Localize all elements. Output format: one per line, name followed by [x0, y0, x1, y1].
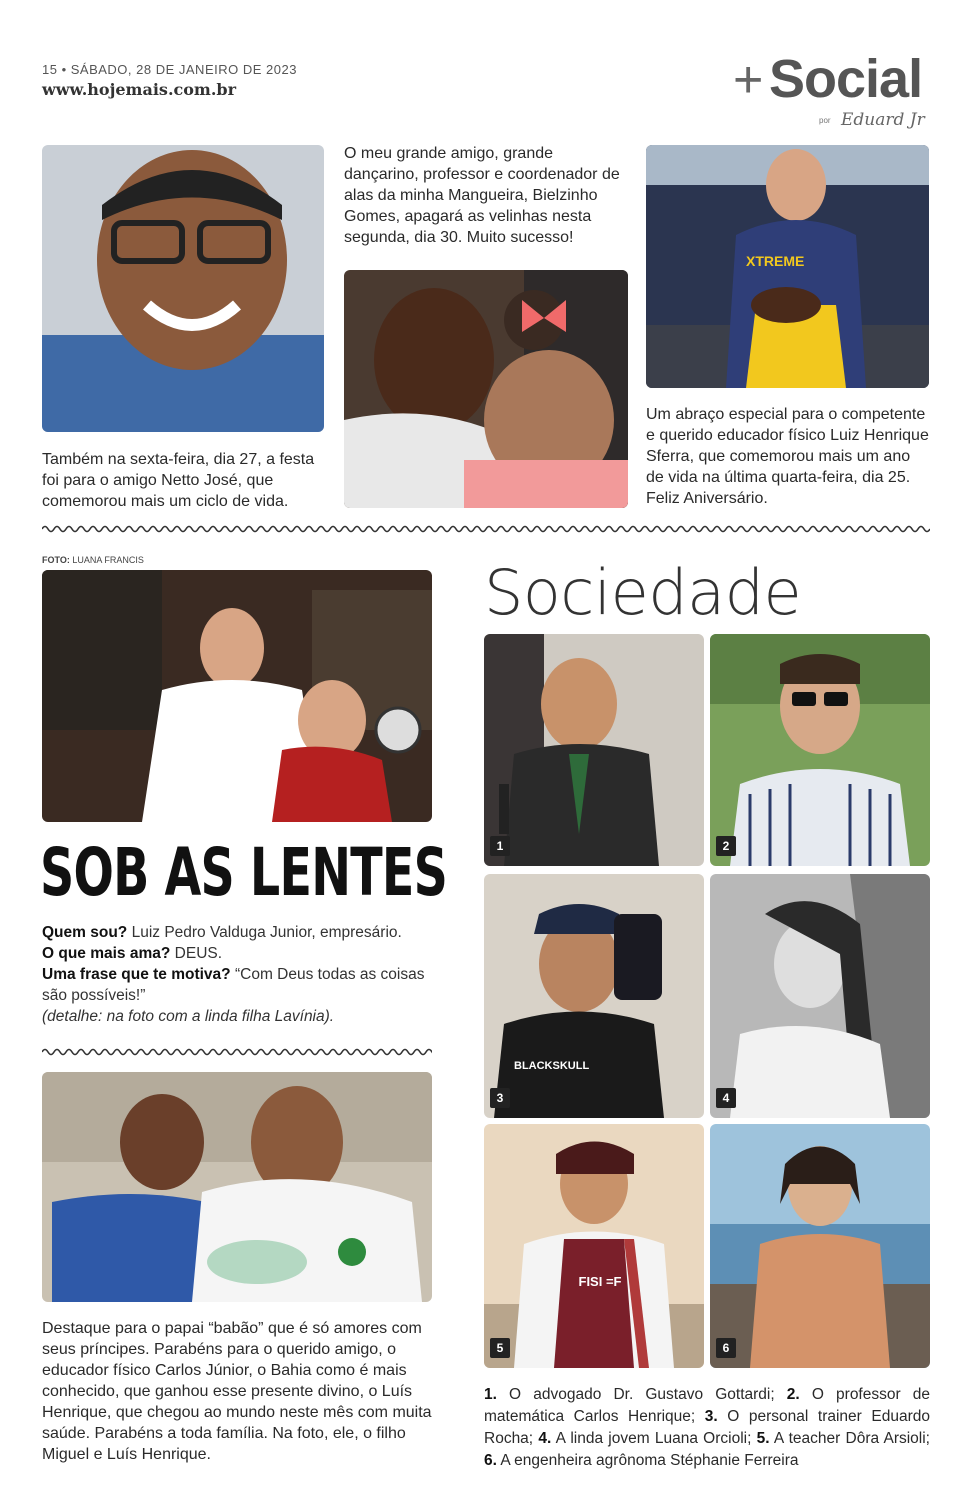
answer-o-que-ama: DEUS.: [170, 945, 223, 962]
page-date-line: 15 • SÁBADO, 28 DE JANEIRO DE 2023: [42, 62, 297, 77]
shirt3-text: BLACKSKULL: [514, 1060, 590, 1072]
photo-sociedade-1: [484, 634, 704, 866]
badge-4: 4: [716, 1088, 736, 1108]
headline-sob-as-lentes: SOB AS LENTES: [40, 834, 448, 911]
badge-3: 3: [490, 1088, 510, 1108]
section-brand-logo: [733, 48, 933, 138]
photo-credit: FOTO: LUANA FRANCIS: [42, 555, 144, 565]
shirt-text: XTREME: [746, 253, 805, 269]
badge-1: 1: [490, 836, 510, 856]
shirt5-text: FISI =F: [578, 1274, 622, 1289]
photo-carlos-junior: [42, 1072, 432, 1302]
site-url[interactable]: www.hojemais.com.br: [42, 80, 237, 99]
badge-5: 5: [490, 1338, 510, 1358]
question-quem-sou: Quem sou?: [42, 924, 128, 941]
badge-6: 6: [716, 1338, 736, 1358]
brand-por: por: [819, 116, 831, 125]
question-o-que-ama: O que mais ama?: [42, 945, 171, 962]
photo-sociedade-6: [710, 1124, 930, 1368]
wave-divider-top: [42, 524, 930, 534]
badge-2: 2: [716, 836, 736, 856]
photo-bielzinho-gomes: [344, 270, 628, 508]
feature-note: (detalhe: na foto com a linda filha Lavínia).: [42, 1008, 335, 1025]
caption-bielzinho: O meu grande amigo, grande dançarino, professor e coordenador de alas da minha Mangueira, Bielzinho Gomes, apagará as velinhas nesta segunda, dia 30. Muito sucesso!: [344, 145, 620, 246]
wave-divider-left: [42, 1047, 432, 1057]
photo-netto-jose: [42, 145, 324, 432]
sociedade-legend: 1. O advogado Dr. Gustavo Gottardi; 2. O professor de matemática Carlos Henrique; 3. O personal trainer Eduardo Rocha; 4. A linda jovem Luana Orcioli; 5. A teacher Dôra Arsioli; 6. A engenheira agrônoma Stéphanie Ferreira: [484, 1386, 931, 1469]
brand-plus: +: [733, 51, 764, 109]
photo-sociedade-5: [484, 1124, 704, 1368]
question-frase: Uma frase que te motiva?: [42, 966, 231, 983]
answer-quem-sou: Luiz Pedro Valduga Junior, empresário.: [127, 924, 402, 941]
answer-frase: “Com Deus todas as coisas são possíveis!”: [42, 966, 425, 1004]
brand-signature: Eduard Jr: [841, 110, 925, 130]
photo-sociedade-3: [484, 874, 704, 1118]
caption-netto-jose: Também na sexta-feira, dia 27, a festa foi para o amigo Netto José, que comemorou mais um ciclo de vida.: [42, 451, 315, 510]
photo-luiz-pedro-valduga: [42, 570, 432, 822]
section-title-sociedade: Sociedade: [484, 556, 802, 629]
photo-sociedade-2: [710, 634, 930, 866]
photo-sociedade-4: [710, 874, 930, 1118]
brand-word: Social: [769, 49, 923, 109]
caption-carlos-junior: Destaque para o papai “babão” que é só amores com seus príncipes. Parabéns para o querido amigo, o educador físico Carlos Júnior, o Bahia como é mais conhecido, que ganhou esse presente divino, o Luís Henrique, que chegou ao mundo neste mês com muita saúde. Parabéns a toda família. Na foto, ele, o filho Miguel e Luís Henrique.: [42, 1320, 432, 1463]
photo-luiz-henrique-sferra: [646, 145, 929, 388]
feature-qa: [42, 922, 434, 1027]
caption-luiz-henrique: Um abraço especial para o competente e querido educador físico Luiz Henrique Sferra, que comemorou mais um ano de vida na última quarta-feira, dia 25. Feliz Aniversário.: [646, 406, 929, 507]
